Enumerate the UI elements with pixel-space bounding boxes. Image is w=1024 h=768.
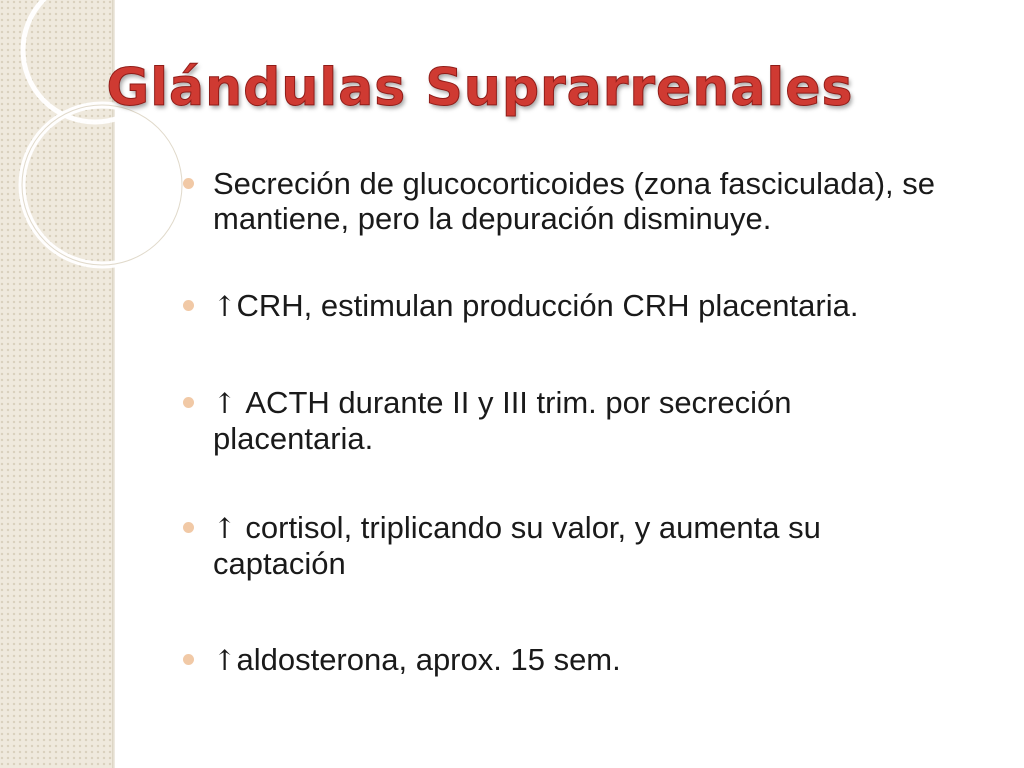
bullet-dot-icon — [183, 522, 194, 533]
up-arrow-icon: ↑ — [213, 290, 237, 323]
bullet-dot-icon — [183, 300, 194, 311]
bullet-item — [175, 166, 1024, 236]
bullet-item — [175, 510, 933, 581]
slide-title: Glándulas Suprarrenales — [106, 58, 854, 118]
bullet-dot-icon — [183, 654, 194, 665]
bullet-text: aldosterona, aprox. 15 sem. — [236, 642, 621, 677]
bullet-text: ACTH durante II y III trim. por secreción placentaria. — [213, 385, 792, 456]
bullet-text: CRH, estimulan producción CRH placentaria. — [236, 288, 859, 323]
up-arrow-icon: ↑ — [213, 512, 246, 545]
bullet-item — [175, 288, 1024, 324]
bullet-text: cortisol, triplicando su valor, y aumenta su captación — [213, 510, 821, 581]
decorative-circles — [0, 0, 240, 330]
bullet-item — [175, 385, 933, 456]
bullet-dot-icon — [183, 397, 194, 408]
bullet-text: Secreción de glucocorticoides (zona fasciculada), se mantiene, pero la depuración disminuye. — [213, 166, 935, 236]
up-arrow-icon: ↑ — [213, 644, 237, 677]
up-arrow-icon: ↑ — [213, 387, 246, 420]
bullet-dot-icon — [183, 178, 194, 189]
bullet-item — [175, 642, 1024, 678]
